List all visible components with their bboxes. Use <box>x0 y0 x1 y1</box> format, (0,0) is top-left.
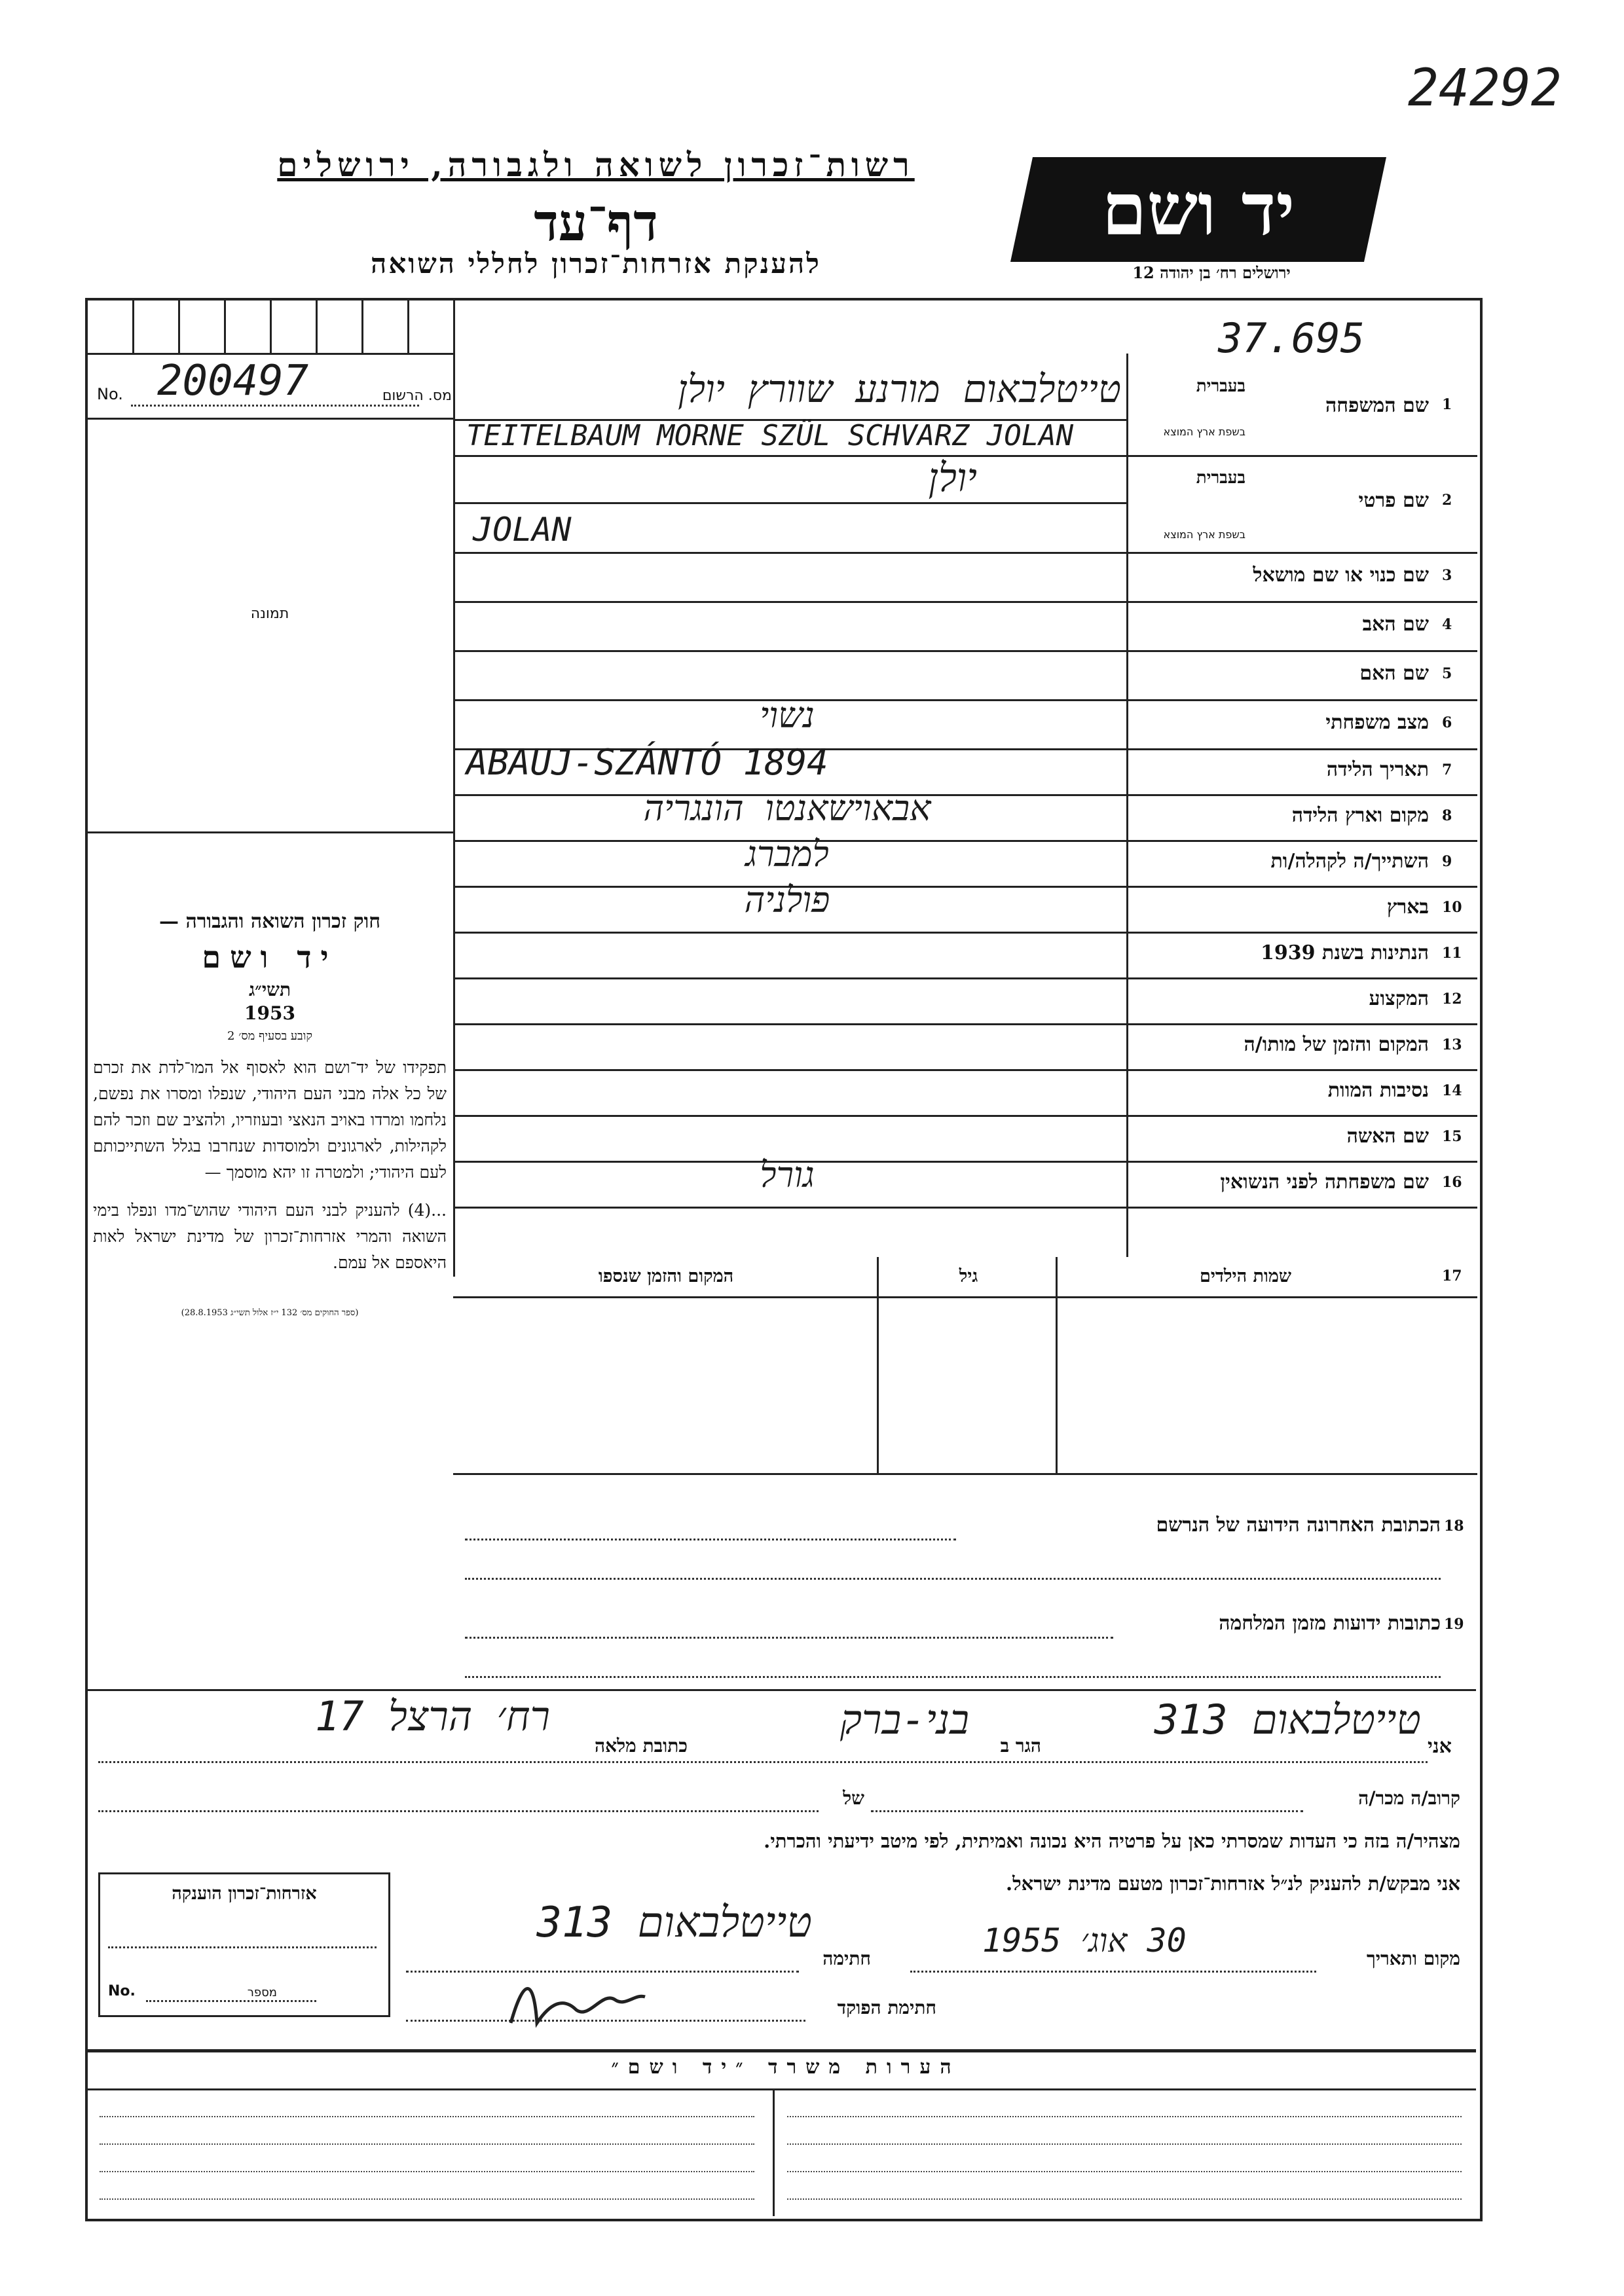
field-19 <box>458 1604 1467 1676</box>
declarant-line <box>98 1761 1428 1763</box>
children-col-divider-2 <box>1056 1257 1058 1473</box>
field-row-11 <box>453 932 1477 979</box>
law-citation: (ספר החוקים מס׳ 132 י״ז אלול תשי״ג 28.8.1953) <box>181 1308 359 1318</box>
declarant-address: רח׳ הרצל 17 <box>314 1692 550 1740</box>
children-table-header-bottom <box>453 1296 1477 1298</box>
resident-label: הגר ב <box>1000 1735 1041 1757</box>
office-notes-ruled-line <box>100 2143 754 2145</box>
field-row-4 <box>453 601 1477 652</box>
place-date-label: מקום ותאריך <box>1366 1948 1460 1969</box>
field-num-18: 18 <box>1444 1518 1464 1535</box>
statement-2: אני מבקש/ת להעניק לנ״ל אזרחות־זכרון מטעם מדינת ישראל. <box>1006 1872 1460 1895</box>
law-clause: קובע בסעיף מס׳ 2 <box>227 1029 312 1043</box>
photo-label: תמונה <box>250 606 289 622</box>
field-num-2: 2 <box>1442 492 1452 509</box>
office-notes-ruled-line <box>787 2143 1462 2145</box>
field-value-8: אבאוישאנטו הונגריה <box>643 788 931 829</box>
field-19-line-1 <box>465 1637 1113 1639</box>
of-line <box>98 1810 819 1812</box>
official-signature-scribble <box>504 1964 648 2036</box>
field-label-12: המקצוע <box>1369 987 1429 1010</box>
office-notes-top <box>86 2049 1476 2052</box>
field-num-17: 17 <box>1442 1267 1462 1285</box>
no-label: No. <box>97 385 123 403</box>
file-number: 37.695 <box>1218 314 1365 362</box>
family-name-origin: TEITELBAUM MORNE SZÜL SCHVARZ JOLAN <box>466 419 1074 452</box>
field-label-7: תאריך הלידה <box>1326 758 1429 781</box>
photo-bottom-line <box>86 831 453 833</box>
relative-label: קרוב/ה מכר/ה <box>1358 1787 1460 1809</box>
field-row-2 <box>453 455 1477 554</box>
field-num-13: 13 <box>1442 1036 1462 1053</box>
declarant-name: טייטלבאום 313 <box>1154 1696 1421 1743</box>
field-num-3: 3 <box>1442 566 1452 584</box>
field-num-15: 15 <box>1442 1128 1462 1145</box>
children-header-place-time: המקום והזמן שנספו <box>598 1266 734 1286</box>
of-label: של <box>843 1787 864 1809</box>
field-num-8: 8 <box>1442 807 1452 824</box>
office-notes-ruled-line <box>100 2198 754 2200</box>
declaration-top-line <box>86 1689 1476 1691</box>
field-num-6: 6 <box>1442 714 1452 731</box>
field-num-10: 10 <box>1442 899 1462 916</box>
field-label-4: שם האב <box>1362 612 1429 636</box>
citizenship-num-label: מספר <box>247 1986 277 1999</box>
official-signature-stroke <box>511 1989 645 2024</box>
sub-label-origin-1: בשפת ארץ המוצא <box>1163 426 1246 438</box>
field-row-2-subline <box>453 502 1126 504</box>
declarant-signature: טייטלבאום 313 <box>536 1899 812 1947</box>
field-row-12 <box>453 977 1477 1025</box>
law-text-1: תפקידו של יד־ושם הוא לאסוף אל המו־לדת את זכרם של כל אלה מבני העם היהודי, שנפלו ומסרו את נפשם, נלחמו ומרדו באויב הנאצי ובעוזריו, ולהציב שם וזכר להם לקהילות, לארגונים ולמוסדות שנחרבו בגלל השתייכותם לעם היהודי; ולמטרה זו יהא מוסמך — <box>93 1058 447 1182</box>
field-label-3: שם כנוי או שם מושאל <box>1253 563 1429 587</box>
field-num-14: 14 <box>1442 1082 1462 1099</box>
field-num-12: 12 <box>1442 991 1462 1008</box>
field-18-line-1 <box>465 1539 956 1540</box>
first-name-origin: JOLAN <box>473 511 572 549</box>
office-notes-ruled-line <box>787 2198 1462 2200</box>
law-name: יד ושם <box>202 939 338 975</box>
office-notes-ruled-line <box>787 2116 1462 2117</box>
official-signature-label: חתימת הפוקד <box>837 1997 936 2018</box>
sub-label-origin-2: בשפת ארץ המוצא <box>1163 528 1246 541</box>
field-label-6: מצב משפחתי <box>1325 710 1429 734</box>
field-value-6: נשוי <box>760 694 815 736</box>
field-label-9: השתייך/ה לקהלה/ות <box>1270 850 1429 873</box>
logo-text: יד ושם <box>1101 167 1295 251</box>
relative-line <box>871 1810 1303 1812</box>
field-row-14 <box>453 1069 1477 1117</box>
field-label-family-name: שם המשפחה <box>1325 394 1429 417</box>
office-notes-ruled-line <box>100 2116 754 2117</box>
field-label-13: המקום והזמן של מותו/ה <box>1244 1033 1429 1056</box>
sub-label-hebrew-1: בעברית <box>1196 376 1246 396</box>
law-title: חוק זכרון השואה והגבורה — <box>159 910 380 933</box>
field-num-9: 9 <box>1442 853 1452 870</box>
law-box <box>93 910 447 1318</box>
office-notes-lines <box>86 2088 1476 2216</box>
office-notes-ruled-line <box>100 2171 754 2172</box>
field-num-16: 16 <box>1442 1174 1462 1191</box>
declaration-date: 30 אוג׳ 1955 <box>982 1922 1187 1959</box>
field-row-3 <box>453 552 1477 603</box>
family-name-hebrew: טייטלבאום מורנע שוורץ יולן <box>678 367 1121 411</box>
field-row-13 <box>453 1023 1477 1071</box>
office-notes-ruled-line <box>787 2171 1462 2172</box>
field-label-14: נסיבות המוות <box>1327 1079 1429 1102</box>
reg-bottom-line <box>86 418 453 420</box>
corner-file-number: 24292 <box>1408 59 1562 118</box>
children-table <box>453 1257 1477 1473</box>
field-row-5 <box>453 650 1477 701</box>
field-label-10: בארץ <box>1386 896 1429 919</box>
field-row-1 <box>453 354 1477 457</box>
children-header-names: שמות הילדים <box>1199 1266 1292 1286</box>
field-value-10: פולניה <box>744 879 830 920</box>
field-value-9: למברג <box>745 833 829 875</box>
citizenship-no-label: No. <box>108 1983 136 1999</box>
children-table-bottom <box>453 1473 1477 1475</box>
field-label-8: מקום וארץ הלידה <box>1291 804 1429 827</box>
field-label-11: הנתינות בשנת 1939 <box>1260 941 1429 964</box>
declarant-city: בני-ברק <box>840 1696 969 1743</box>
authority-title: רשות־זכרון לשואה ולגבורה, ירושלים <box>277 145 915 184</box>
field-18-line-2 <box>465 1578 1441 1580</box>
field-num-1: 1 <box>1442 396 1452 413</box>
law-year-heb: תשי״ג <box>248 979 291 1000</box>
place-date-line <box>910 1971 1316 1973</box>
field-label-15: שם האשה <box>1346 1125 1429 1148</box>
header-address: ירושלים רח׳ בן יהודה 12 <box>1132 263 1291 282</box>
office-notes-title: הערות משרד ״יד ושם״ <box>611 2056 961 2079</box>
citizenship-box <box>98 1872 390 2017</box>
field-row-10 <box>453 879 1477 934</box>
reg-label: מס. הרשום <box>382 388 452 404</box>
field-num-4: 4 <box>1442 615 1452 633</box>
field-num-7: 7 <box>1442 761 1452 778</box>
field-value-16: גורל <box>760 1154 815 1195</box>
children-header-age: גיל <box>959 1266 978 1286</box>
law-text-2: ...(4) להעניק לבני העם היהודי שהוש־מדו ונפלו בימי השואה והמרי אזרחות־זכרון של מדינת ישראל לאות היאספם אל עמם. <box>93 1201 447 1272</box>
field-num-5: 5 <box>1442 665 1452 682</box>
first-name-hebrew: יולן <box>928 455 977 501</box>
declarant-i-label: אני <box>1428 1735 1452 1758</box>
field-row-16 <box>453 1154 1477 1209</box>
statement-1: מצהיר/ה בזה כי העדות שמסרתי כאן על פרטיה היא נכונה ואמיתית, לפי מיטב ידיעתי והכרתי. <box>764 1830 1460 1852</box>
form-title: דף־עד <box>534 193 658 253</box>
citizenship-line-2 <box>146 2000 316 2002</box>
field-value-7: ABAUJ-SZÁNTÓ 1894 <box>466 742 828 783</box>
full-address-label: כתובת מלאה <box>594 1735 688 1757</box>
citizenship-title: אזרחות־זכרון הוענקה <box>172 1884 317 1904</box>
field-label-5: שם האם <box>1359 661 1429 685</box>
field-num-11: 11 <box>1442 945 1462 962</box>
field-num-19: 19 <box>1444 1616 1464 1633</box>
law-year: 1953 <box>244 1002 295 1024</box>
citizenship-line-1 <box>108 1946 377 1948</box>
children-col-divider-1 <box>877 1257 879 1473</box>
field-label-last-address: הכתובת האחרונה הידועה של הנרשם <box>1156 1514 1441 1537</box>
signature-label: חתימה <box>822 1948 871 1969</box>
sub-label-hebrew-2: בעברית <box>1196 468 1246 488</box>
top-box-row <box>86 301 455 355</box>
form-subtitle: להענקת אזרחות־זכרון לחללי השואה <box>371 247 821 280</box>
field-label-wartime-addresses: כתובות ידועות מזמן המלחמה <box>1219 1612 1441 1635</box>
field-label-16: שם משפחתה לפני הנשואין <box>1220 1171 1429 1194</box>
reg-number: 200497 <box>157 357 309 405</box>
field-19-line-2 <box>465 1676 1441 1678</box>
field-18 <box>458 1506 1467 1578</box>
field-label-first-name: שם פרטי <box>1358 489 1429 512</box>
